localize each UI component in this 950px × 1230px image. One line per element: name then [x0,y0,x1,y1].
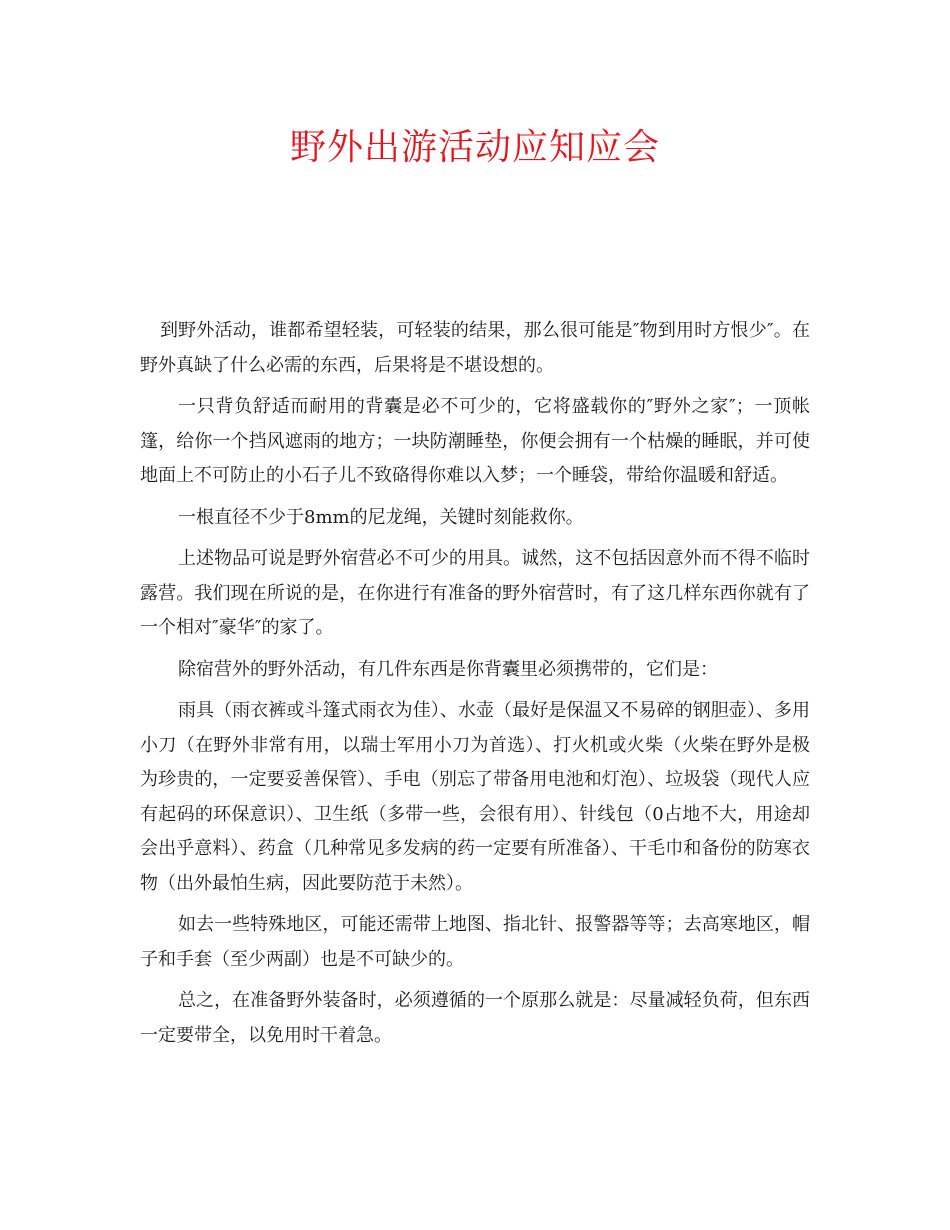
paragraph-camping-gear: 一只背负舒适而耐用的背囊是必不可少的，它将盛载你的″野外之家″；一顶帐篷，给你一个挡风遮雨的地方；一块防潮睡垫，你便会拥有一个枯燥的睡眠，并可使地面上不可防止的小石子儿不致硌得你难以入梦；一个睡袋，带给你温暖和舒适。 [140,396,810,486]
paragraph-rope: 一根直径不少于8mm的尼龙绳，关键时刻能救你。 [178,506,584,528]
paragraph-essentials-intro: 除宿营外的野外活动，有几件东西是你背囊里必须携带的，它们是： [178,658,718,680]
paragraph-intro: 到野外活动，谁都希望轻装，可轻装的结果，那么很可能是″物到用时方恨少″。在野外真缺了什么必需的东西，后果将是不堪设想的。 [140,320,810,376]
paragraph-special-areas: 如去一些特殊地区，可能还需带上地图、指北针、报警器等等；去高寒地区，帽子和手套（至少两副）也是不可缺少的。 [140,914,810,970]
paragraph-camping-summary: 上述物品可说是野外宿营必不可少的用具。诚然，这不包括因意外而不得不临时露营。我们现在所说的是，在你进行有准备的野外宿营时，有了这几样东西你就有了一个相对″豪华″的家了。 [140,548,810,638]
paragraph-conclusion: 总之，在准备野外装备时，必须遵循的一个原那么就是：尽量减轻负荷，但东西一定要带全，以免用时干着急。 [140,990,810,1046]
document-body [140,314,810,1060]
paragraph-essentials-list: 雨具（雨衣裤或斗篷式雨衣为佳）、水壶（最好是保温又不易碎的钢胆壶）、多用小刀（在野外非常有用，以瑞士军用小刀为首选）、打火机或火柴（火柴在野外是极为珍贵的，一定要妥善保管）、手电（别忘了带备用电池和灯泡）、垃圾袋（现代人应有起码的环保意识）、卫生纸（多带一些，会很有用）、针线包（0占地不大，用途却会出乎意料）、药盒（几种常见多发病的药一定要有所准备）、干毛巾和备份的防寒衣物（出外最怕生病，因此要防范于未然）。 [140,700,810,894]
document-title: 野外出游活动应知应会 [289,127,660,168]
